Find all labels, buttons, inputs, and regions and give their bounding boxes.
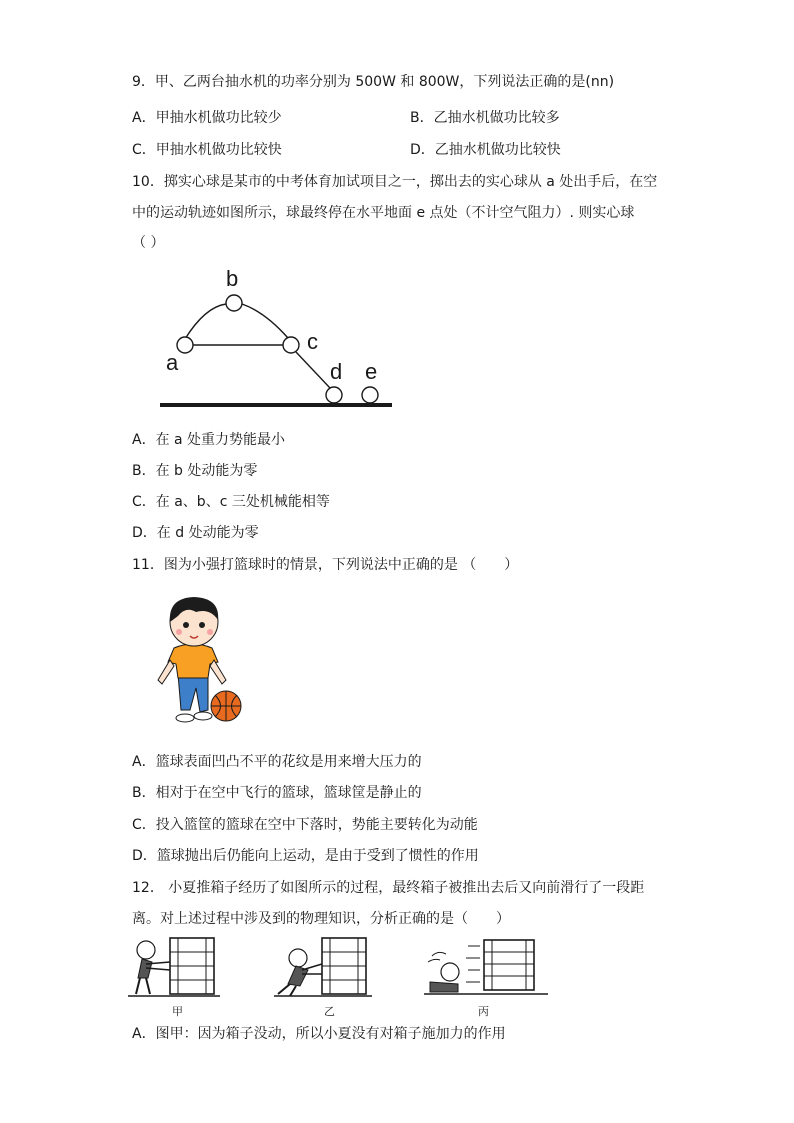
boy-cheek-right [207,629,213,635]
ball-e [362,387,378,403]
boy-pants [178,674,208,712]
boy-cheek-left [176,629,182,635]
ball-b [226,295,242,311]
panel-label-yi: 乙 [324,1005,335,1018]
bing-motion-lines [428,952,446,962]
jia-head [137,941,155,959]
q9-option-a: A．甲抽水机做功比较少 [132,110,282,126]
boy-shoe-right [194,712,212,720]
q12-stem-line1: 12． 小夏推箱子经历了如图所示的过程，最终箱子被推出去后又向前滑行了一段距 [132,880,645,896]
q10-stem-line3: （ ） [132,235,165,251]
basketball-boy-illustration [148,592,248,732]
boy-eye-right [199,622,205,628]
q12-option-a: A．图甲：因为箱子没动，所以小夏没有对箱子施加力的作用 [132,1026,506,1042]
panel-jia [128,938,220,1018]
q9-option-b: B．乙抽水机做功比较多 [410,110,560,126]
panel-label-jia: 甲 [172,1005,183,1018]
basketball-seams [211,691,241,721]
ball-c [283,337,299,353]
q9-stem: 9．甲、乙两台抽水机的功率分别为 500W 和 800W，下列说法正确的是(nn) [132,74,615,90]
q10-option-b: B．在 b 处动能为零 [132,463,258,479]
push-box-illustration [128,932,558,1022]
trajectory-figure [150,262,410,414]
jia-legs [136,978,150,994]
q11-option-c: C．投入篮筐的篮球在空中下落时，势能主要转化为动能 [132,817,478,833]
yi-head [289,949,307,967]
q10-option-d: D．在 d 处动能为零 [132,525,259,541]
bing-body [430,982,458,992]
q12-stem-line2: 离。对上述过程中涉及到的物理知识，分析正确的是（ ） [132,911,510,927]
label-c: c [307,329,318,354]
label-d: d [330,359,343,384]
label-b: b [226,266,239,291]
q10-stem-line1: 10．掷实心球是某市的中考体育加试项目之一，掷出去的实心球从 a 处出手后，在空 [132,174,658,190]
q11-option-d: D．篮球抛出后仍能向上运动，是由于受到了惯性的作用 [132,848,479,864]
bing-head [441,963,459,981]
q11-option-a: A．篮球表面凹凸不平的花纹是用来增大压力的 [132,754,422,770]
q10-option-c: C．在 a、b、c 三处机械能相等 [132,494,330,510]
panel-label-bing: 丙 [478,1005,489,1018]
panel-yi [274,938,372,1018]
bing-speed-lines [466,946,480,982]
ball-a [177,337,193,353]
boy-shoe-left [176,714,194,722]
label-a: a [166,350,179,375]
arc-b-c [242,304,288,338]
boy-shirt [168,644,218,678]
arc-a-b [185,304,226,339]
q9-option-c: C．甲抽水机做功比较快 [132,142,282,158]
ball-d [326,387,342,403]
panel-bing [424,940,548,1018]
c-d-line [296,352,330,388]
q11-option-b: B．相对于在空中飞行的篮球，篮球筐是静止的 [132,785,422,801]
yi-legs [278,984,296,996]
q11-stem: 11．图为小强打篮球时的情景，下列说法中正确的是 （ ） [132,557,519,573]
q10-stem-line2: 中的运动轨迹如图所示，球最终停在水平地面 e 点处（不计空气阻力）. 则实心球 [132,205,635,221]
boy-arm-right [210,660,226,684]
boy-eye-left [183,622,189,628]
label-e: e [365,359,378,384]
boy-arm-left [158,660,174,684]
q10-option-a: A．在 a 处重力势能最小 [132,432,286,448]
q9-option-d: D．乙抽水机做功比较快 [410,142,561,158]
